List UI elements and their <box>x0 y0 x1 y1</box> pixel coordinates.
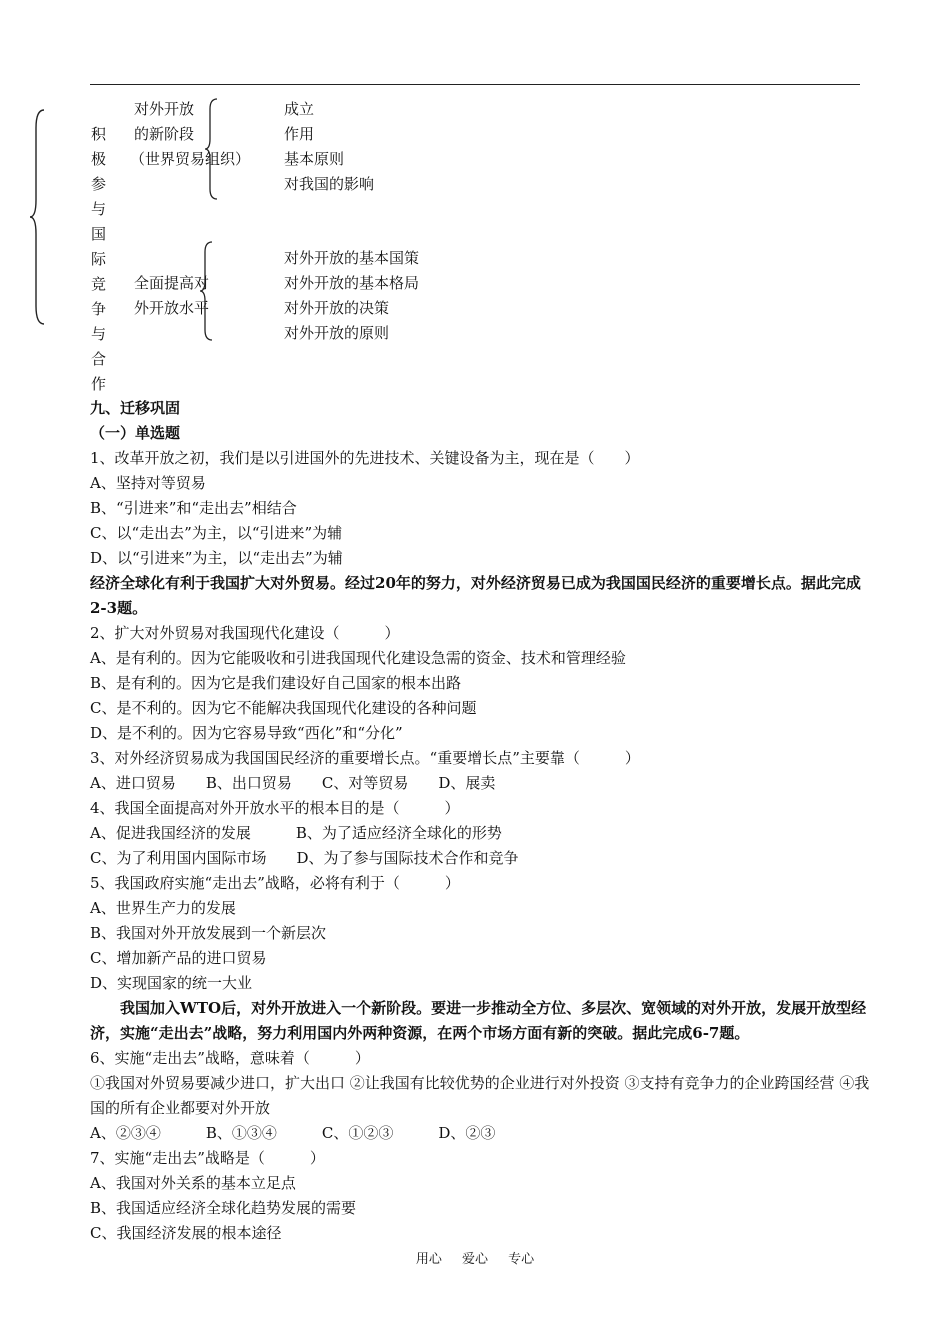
section-text: 我国加入WTO后，对外开放进入一个新阶段。要进一步推动全方位、多层次、宽领域的对外开放，发展开放型经济，实施“走出去”战略，努力利用国内外两种资源，在两个市场方面有新的突破。据此完成6-7题。 <box>90 999 867 1042</box>
outer-brace <box>28 108 48 326</box>
group1-brace <box>203 97 219 201</box>
question-line: 2、扩大对外贸易对我国现代化建设（ ） <box>90 624 400 642</box>
question-line: A、我国对外关系的基本立足点 <box>90 1174 296 1192</box>
question-line: A、世界生产力的发展 <box>90 899 236 917</box>
group1-item-1: 成立 <box>284 100 315 118</box>
vertical-title-char: 合 <box>91 350 107 368</box>
group1-item-3: 基本原则 <box>284 150 345 168</box>
question-line: 3、对外经济贸易成为我国国民经济的重要增长点。“重要增长点”主要靠（ ） <box>90 749 640 767</box>
vertical-title-char: 争 <box>91 300 107 318</box>
group2-item-2: 对外开放的基本格局 <box>284 274 420 292</box>
group2-item-4: 对外开放的原则 <box>284 324 390 342</box>
vertical-title-char: 国 <box>91 225 107 243</box>
footer <box>0 1248 950 1267</box>
question-line: A、坚持对等贸易 <box>90 474 206 492</box>
question-line: D、实现国家的统一大业 <box>90 974 253 992</box>
vertical-title-char: 与 <box>91 200 107 218</box>
question-line: A、促进我国经济的发展 B、为了适应经济全球化的形势 <box>90 824 502 842</box>
group2-item-1: 对外开放的基本国策 <box>284 249 420 267</box>
footer-text-1: 用心 <box>415 1252 442 1267</box>
question-line: ①我国对外贸易要减少进口，扩大出口 ②让我国有比较优势的企业进行对外投资 ③支持有竞争力的企业跨国经营 ④我国的所有企业都要对外开放 <box>90 1074 870 1117</box>
group2-label-2: 外开放水平 <box>134 299 210 317</box>
question-line: B、是有利的。因为它是我们建设好自己国家的根本出路 <box>90 674 462 692</box>
question-line: A、是有利的。因为它能吸收和引进我国现代化建设急需的资金、技术和管理经验 <box>90 649 626 667</box>
footer-text-2: 爱心 <box>461 1252 488 1267</box>
question-line: D、是不利的。因为它容易导致“西化”和“分化” <box>90 724 403 742</box>
group1-label-2: 的新阶段 <box>134 125 195 143</box>
section-text: 九、迁移巩固 <box>90 399 181 417</box>
question-line: C、增加新产品的进口贸易 <box>90 949 267 967</box>
header-rule <box>90 84 860 85</box>
question-line: C、是不利的。因为它不能解决我国现代化建设的各种问题 <box>90 699 477 717</box>
vertical-title-char: 极 <box>91 150 107 168</box>
section-text: 经济全球化有利于我国扩大对外贸易。经过20年的努力，对外经济贸易已成为我国国民经济的重要增长点。据此完成2-3题。 <box>90 574 861 617</box>
question-line: 4、我国全面提高对外开放水平的根本目的是（ ） <box>90 799 460 817</box>
vertical-title-char: 与 <box>91 325 107 343</box>
question-line: C、以“走出去”为主，以“引进来”为辅 <box>90 524 343 542</box>
question-line: 1、改革开放之初，我们是以引进国外的先进技术、关键设备为主，现在是（ ） <box>90 449 640 467</box>
group1-item-4: 对我国的影响 <box>284 175 375 193</box>
question-line: B、“引进来”和“走出去”相结合 <box>90 499 297 517</box>
question-line: 5、我国政府实施“走出去”战略，必将有利于（ ） <box>90 874 460 892</box>
question-line: B、我国对外开放发展到一个新层次 <box>90 924 327 942</box>
question-line: 7、实施“走出去”战略是（ ） <box>90 1149 325 1167</box>
question-line: A、进口贸易 B、出口贸易 C、对等贸易 D、展卖 <box>90 774 496 792</box>
group2-brace <box>198 240 214 342</box>
question-line: A、②③④ B、①③④ C、①②③ D、②③ <box>90 1124 496 1142</box>
group1-item-2: 作用 <box>284 125 315 143</box>
vertical-title-char: 积 <box>91 125 107 143</box>
question-body <box>90 396 870 1246</box>
group1-label-3: （世界贸易组织） <box>130 150 251 168</box>
group1-label-1: 对外开放 <box>134 100 195 118</box>
footer-text-3: 专心 <box>508 1252 535 1267</box>
vertical-title-char: 际 <box>91 250 107 268</box>
question-line: 6、实施“走出去”战略，意味着（ ） <box>90 1049 370 1067</box>
vertical-title-char: 作 <box>91 375 107 393</box>
question-line: C、为了利用国内国际市场 D、为了参与国际技术合作和竞争 <box>90 849 519 867</box>
group2-label-1: 全面提高对 <box>134 274 210 292</box>
question-line: C、我国经济发展的根本途径 <box>90 1224 282 1242</box>
question-line: B、我国适应经济全球化趋势发展的需要 <box>90 1199 357 1217</box>
vertical-title-char: 竞 <box>91 275 107 293</box>
question-line: D、以“引进来”为主，以“走出去”为辅 <box>90 549 343 567</box>
vertical-title-char: 参 <box>91 175 107 193</box>
group2-item-3: 对外开放的决策 <box>284 299 390 317</box>
section-text: （一）单选题 <box>90 424 181 442</box>
